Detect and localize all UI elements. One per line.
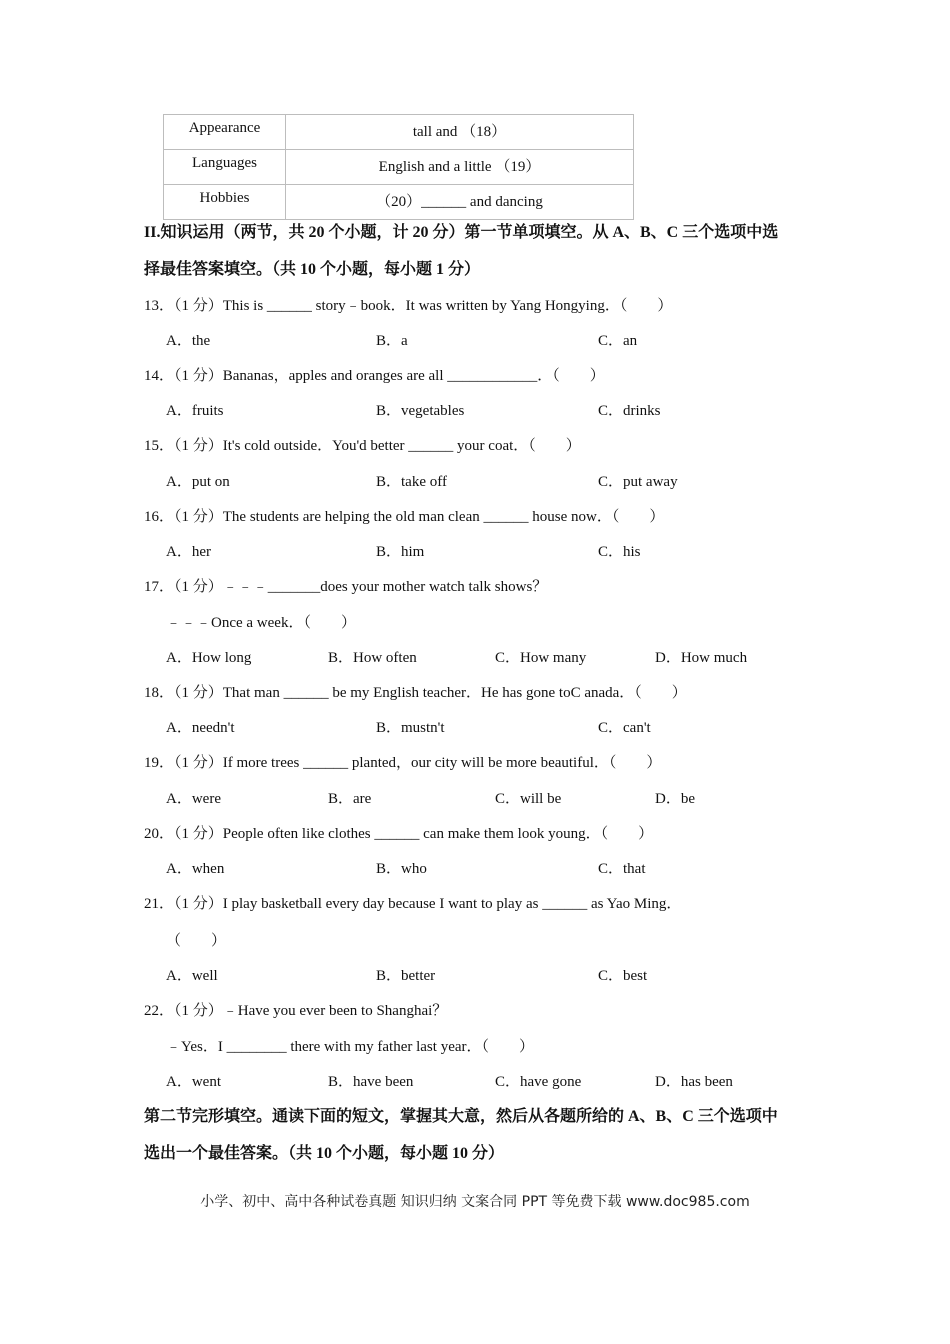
table-cell-label: Languages: [164, 150, 286, 185]
q16-option-a: A．her: [166, 544, 211, 560]
question-18-stem: 18．（1 分）That man ______ be my English teacher．He has gone toC anada．（ ）: [144, 685, 687, 701]
q22-option-a: A．went: [166, 1074, 221, 1090]
table-row: [164, 185, 634, 220]
page-footer: 小学、初中、高中各种试卷真题 知识归纳 文案合同 PPT 等免费下载 www.doc985.com: [200, 1194, 750, 1210]
q18-option-a: A．needn't: [166, 720, 235, 736]
section2-heading-line1: 第二节完形填空。通读下面的短文，掌握其大意，然后从各题所给的 A、B、C 三个选项中: [144, 1108, 778, 1125]
q19-option-b: B．are: [328, 791, 372, 807]
table-cell-value: tall and （18）: [286, 115, 634, 150]
q20-option-c: C．that: [598, 861, 646, 877]
question-20-stem: 20．（1 分）People often like clothes ______ can make them look young．（ ）: [144, 826, 654, 842]
q22-option-d: D．has been: [655, 1074, 733, 1090]
q20-option-a: A．when: [166, 861, 225, 877]
q20-option-b: B．who: [376, 861, 427, 877]
table-row: [164, 115, 634, 150]
question-14-stem: 14．（1 分）Bananas，apples and oranges are all ____________．（ ）: [144, 368, 605, 384]
q19-option-c: C．will be: [495, 791, 562, 807]
question-17-stem-line2: ﹣﹣﹣Once a week．（ ）: [166, 615, 356, 631]
q15-option-a: A．put on: [166, 474, 230, 490]
table-cell-label: Hobbies: [164, 185, 286, 220]
q18-option-c: C．can't: [598, 720, 651, 736]
q15-option-b: B．take off: [376, 474, 447, 490]
table-cell-label: Appearance: [164, 115, 286, 150]
question-22-stem-line2: ﹣Yes．I ________ there with my father last year．（ ）: [166, 1039, 534, 1055]
question-22-stem: 22．（1 分）﹣Have you ever been to Shanghai？: [144, 1003, 448, 1019]
question-21-stem-line2: （ ）: [166, 933, 227, 949]
q19-option-d: D．be: [655, 791, 695, 807]
q13-option-c: C．an: [598, 333, 638, 349]
q16-option-c: C．his: [598, 544, 641, 560]
q13-option-b: B．a: [376, 333, 408, 349]
q15-option-c: C．put away: [598, 474, 678, 490]
q18-option-b: B．mustn't: [376, 720, 445, 736]
q22-option-c: C．have gone: [495, 1074, 582, 1090]
question-19-stem: 19．（1 分）If more trees ______ planted，our city will be more beautiful．（ ）: [144, 755, 662, 771]
q13-option-a: A．the: [166, 333, 211, 349]
q17-option-b: B．How often: [328, 650, 417, 666]
q14-option-b: B．vegetables: [376, 403, 465, 419]
q16-option-b: B．him: [376, 544, 425, 560]
q22-option-b: B．have been: [328, 1074, 414, 1090]
q14-option-a: A．fruits: [166, 403, 224, 419]
q19-option-a: A．were: [166, 791, 221, 807]
question-16-stem: 16．（1 分）The students are helping the old man clean ______ house now．（ ）: [144, 509, 665, 525]
info-table: [163, 114, 634, 220]
q14-option-c: C．drinks: [598, 403, 661, 419]
q21-option-b: B．better: [376, 968, 436, 984]
q17-option-c: C．How many: [495, 650, 587, 666]
q21-option-a: A．well: [166, 968, 218, 984]
q21-option-c: C．best: [598, 968, 648, 984]
section1-heading-line2: 择最佳答案填空。（共 10 个小题，每小题 1 分）: [144, 261, 481, 278]
question-13-stem: 13．（1 分）This is ______ story﹣book．It was written by Yang Hongying．（ ）: [144, 298, 673, 314]
table-row: [164, 150, 634, 185]
question-21-stem: 21．（1 分）I play basketball every day because I want to play as ______ as Yao Ming．: [144, 896, 682, 912]
table-cell-value: English and a little （19）: [286, 150, 634, 185]
question-17-stem: 17．（1 分）﹣﹣﹣_______does your mother watch talk shows？: [144, 579, 548, 595]
table-cell-value: （20）______ and dancing: [286, 185, 634, 220]
section2-heading-line2: 选出一个最佳答案。（共 10 个小题，每小题 10 分）: [144, 1145, 505, 1162]
section1-heading-line1: II.知识运用（两节，共 20 个小题，计 20 分）第一节单项填空。从 A、B、C 三个选项中选: [144, 224, 779, 241]
q17-option-d: D．How much: [655, 650, 748, 666]
q17-option-a: A．How long: [166, 650, 252, 666]
question-15-stem: 15．（1 分）It's cold outside．You'd better ______ your coat．（ ）: [144, 438, 581, 454]
